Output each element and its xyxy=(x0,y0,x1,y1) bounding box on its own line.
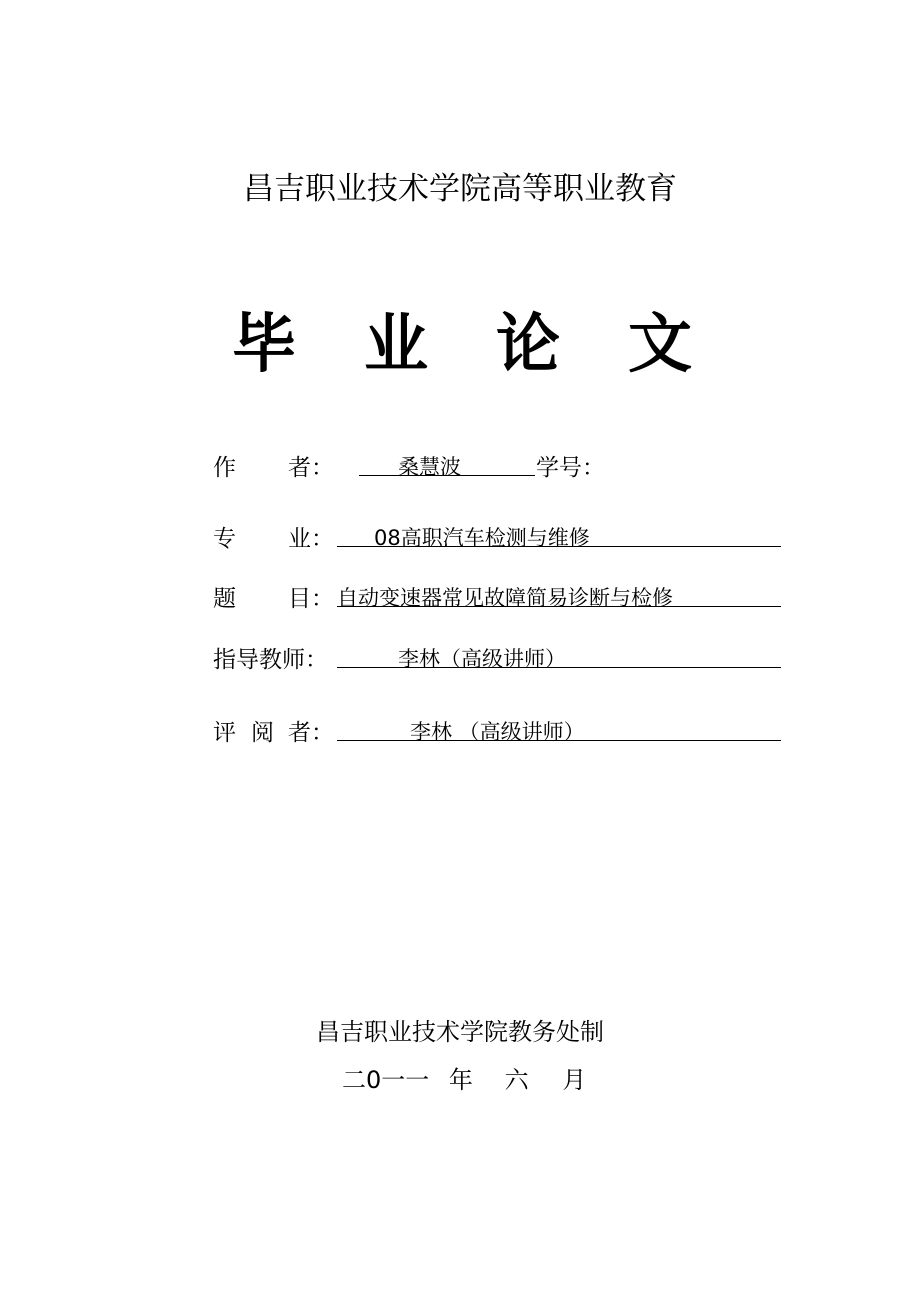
reviewer-label-char-2: 阅 xyxy=(251,720,274,746)
major-label-char-2: 业： xyxy=(288,526,334,552)
author-label-char-2: 者： xyxy=(288,455,334,481)
author-label-char-1: 作 xyxy=(213,455,236,481)
major-underline xyxy=(337,546,781,547)
date-year: 二0一一 xyxy=(342,1066,430,1094)
reviewer-label-char-3: 者： xyxy=(288,720,334,746)
footer-organization: 昌吉职业技术学院教务处制 xyxy=(316,1018,604,1046)
topic-underline xyxy=(337,606,781,607)
major-value: 08高职汽车检测与维修 xyxy=(374,526,590,550)
major-label-char-1: 专 xyxy=(213,526,236,552)
date-month-unit: 月 xyxy=(562,1066,587,1094)
footer-date xyxy=(342,1060,586,1095)
advisor-label: 指导教师： xyxy=(213,647,328,673)
topic-label-char-2: 目： xyxy=(288,586,334,612)
thesis-title: 毕业论文 xyxy=(232,308,760,382)
student-id-label: 学号： xyxy=(536,455,605,481)
reviewer-label-char-1: 评 xyxy=(213,720,236,746)
reviewer-underline xyxy=(337,740,781,741)
author-underline xyxy=(359,475,535,476)
topic-value: 自动变速器常见故障简易诊断与检修 xyxy=(337,586,673,610)
school-title: 昌吉职业技术学院高等职业教育 xyxy=(243,171,677,207)
author-name: 桑慧波 xyxy=(398,455,461,479)
advisor-value: 李林（高级讲师） xyxy=(398,647,566,671)
reviewer-value: 李林 （高级讲师） xyxy=(410,720,585,744)
topic-label-char-1: 题 xyxy=(213,586,236,612)
advisor-underline xyxy=(337,667,781,668)
date-month: 六 xyxy=(504,1066,529,1094)
date-year-unit: 年 xyxy=(448,1066,473,1094)
